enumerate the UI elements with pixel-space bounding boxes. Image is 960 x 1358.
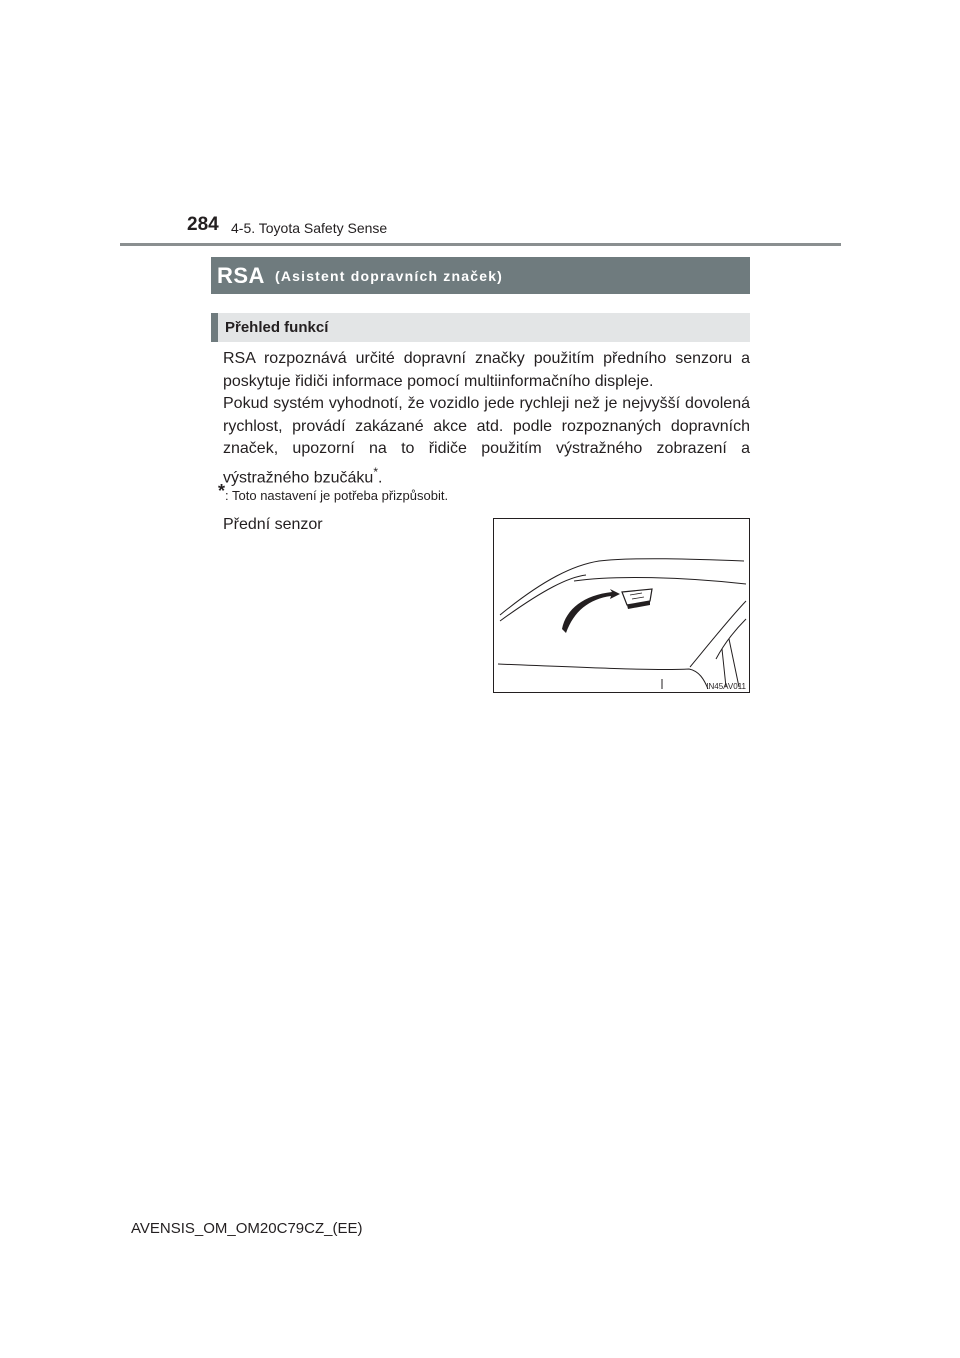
paragraph-2-end: . xyxy=(377,468,383,486)
front-sensor-icon xyxy=(622,589,652,609)
pillar-detail xyxy=(722,639,739,687)
figure-caption: Přední senzor xyxy=(223,516,323,533)
roof-line-upper xyxy=(500,559,744,615)
header-rule xyxy=(120,243,841,246)
footnote-text: : Toto nastavení je potřeba přizpůsobit. xyxy=(225,488,449,503)
windshield-top-edge xyxy=(574,577,746,584)
footer-code: AVENSIS_OM_OM20C79CZ_(EE) xyxy=(131,1220,363,1237)
subsection-accent xyxy=(211,313,218,342)
footnote xyxy=(218,481,449,505)
subsection-title: Přehled funkcí xyxy=(225,319,329,336)
paragraph-2-text: Pokud systém vyhodnotí, že vozidlo jede rychleji než je nejvyšší dovolená rychlost, provádí zakázané akce atd. podle rozpoznaných dopravních značek, upozorní na to řidiče použitím výstražného zobrazení a výstražného bzučáku xyxy=(223,395,750,486)
title-bar xyxy=(211,257,750,294)
title-main: RSA xyxy=(217,262,265,288)
subsection-bar xyxy=(211,313,750,342)
paragraph-2 xyxy=(223,393,750,489)
footnote-mark: * xyxy=(218,481,226,501)
section-title: 4-5. Toyota Safety Sense xyxy=(231,220,388,236)
a-pillar-inner xyxy=(716,619,746,659)
windshield-sensor-illustration xyxy=(494,519,749,692)
a-pillar xyxy=(690,601,746,667)
title-sub: (Asistent dopravních značek) xyxy=(274,267,504,284)
page-number: 284 xyxy=(187,214,219,235)
pointer-arrow xyxy=(562,589,620,633)
figure-code: IN45AV011 xyxy=(706,682,746,691)
figure-front-sensor xyxy=(493,518,750,693)
paragraph-1: RSA rozpoznává určité dopravní značky použitím předního senzoru a poskytuje řidiči informace pomocí multiinformačního displeje. xyxy=(223,350,750,390)
paragraph-2-mark: * xyxy=(373,464,378,479)
dashboard-line xyxy=(498,664,708,689)
